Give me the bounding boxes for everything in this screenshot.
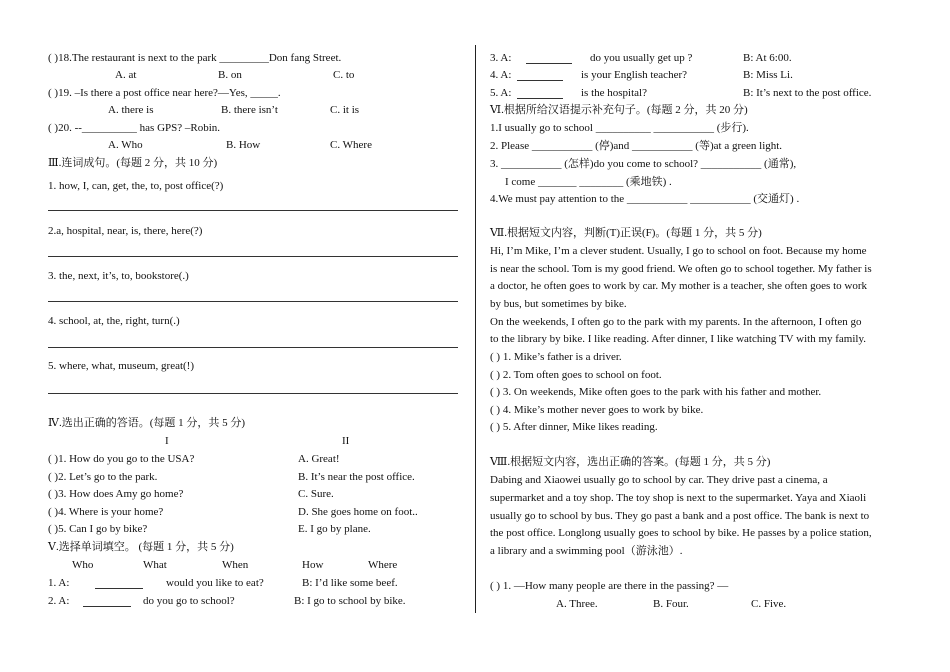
q20-option-b: B. How — [226, 139, 261, 151]
passage-1-line-6: to the library by bike. I like reading. After dinner, I like watching TV with my family. — [490, 333, 867, 345]
q18-option-c: C. to — [333, 69, 355, 81]
match-item-2: ( )2. Let’s go to the park. — [48, 471, 158, 483]
choice-1-option-c: C. Five. — [751, 598, 787, 610]
answer-line-3-3[interactable] — [48, 301, 458, 302]
q18-option-a: A. at — [115, 69, 137, 81]
q18-option-b: B. on — [218, 69, 242, 81]
q20-option-a: A. Who — [108, 139, 143, 151]
answer-line-3-4[interactable] — [48, 347, 458, 348]
passage-1-line-3: a doctor, he often goes to work by car. My mother is a teacher, she often goes to work — [490, 280, 867, 292]
q19-option-a: A. there is — [108, 104, 154, 116]
q20-option-c: C. Where — [330, 139, 372, 151]
passage-1-line-4: by bus, but sometimes by bike. — [490, 298, 627, 310]
word-how: How — [302, 559, 324, 571]
section-7-title: Ⅶ.根据短文内容，判断(T)正误(F)。(每题 1 分，共 5 分) — [490, 227, 762, 239]
sentence-3-5-words: 5. where, what, museum, great(!) — [48, 360, 195, 372]
sentence-3-4-words: 4. school, at, the, right, turn(.) — [48, 315, 180, 327]
choice-1-option-b: B. Four. — [653, 598, 689, 610]
fill-5-1-reply: B: I’d like some beef. — [302, 577, 398, 589]
true-false-4: ( ) 4. Mike’s mother never goes to work by bike. — [490, 404, 704, 416]
fill-5-4-blank[interactable] — [517, 80, 563, 81]
sentence-3-2-words: 2.a, hospital, near, is, there, here(?) — [48, 225, 203, 237]
match-answer-a: A. Great! — [298, 453, 340, 465]
passage-2-line-2: supermarket and a toy shop. The toy shop is next to the supermarket. Yaya and Xiaoli — [490, 492, 867, 504]
section-6-title: Ⅵ.根据所给汉语提示补充句子。(每题 2 分，共 20 分) — [490, 104, 748, 116]
true-false-5: ( ) 5. After dinner, Mike likes reading. — [490, 421, 658, 433]
sentence-6-3-continued: I come _______ ________ (乘地铁) . — [505, 176, 672, 188]
sentence-6-3: 3. ___________ (怎样)do you come to school? ___________ (通常), — [490, 158, 797, 170]
fill-5-2-label: 2. A: — [48, 595, 70, 607]
true-false-3: ( ) 3. On weekends, Mike often goes to the park with his father and mother. — [490, 386, 822, 398]
sentence-3-3-words: 3. the, next, it’s, to, bookstore(.) — [48, 270, 189, 282]
column-divider — [475, 45, 476, 613]
true-false-1: ( ) 1. Mike’s father is a driver. — [490, 351, 622, 363]
fill-5-5-reply: B: It’s next to the post office. — [743, 87, 872, 99]
passage-2-line-5: a library and a swimming pool（游泳池）. — [490, 545, 683, 557]
match-item-4: ( )4. Where is your home? — [48, 506, 164, 518]
sentence-6-1: 1.I usually go to school __________ ___________ (步行). — [490, 122, 749, 134]
column-ii-header: II — [342, 435, 350, 447]
fill-5-1-question: would you like to eat? — [166, 577, 264, 589]
fill-5-3-reply: B: At 6:00. — [743, 52, 792, 64]
match-item-5: ( )5. Can I go by bike? — [48, 523, 148, 535]
sentence-3-1-words: 1. how, I, can, get, the, to, post office(?) — [48, 180, 224, 192]
question-19: ( )19. –Is there a post office near here?—Yes, _____. — [48, 87, 281, 99]
fill-5-3-label: 3. A: — [490, 52, 512, 64]
match-answer-e: E. I go by plane. — [298, 523, 371, 535]
fill-5-3-blank[interactable] — [526, 63, 572, 64]
section-5-title: Ⅴ.选择单词填空。 (每题 1 分，共 5 分) — [48, 541, 234, 553]
passage-1-line-1: Hi, I’m Mike, I’m a clever student. Usually, I go to school on foot. Because my home — [490, 245, 867, 257]
passage-1-line-2: is near the school. Tom is my good friend. We often go to school together. My father is — [490, 263, 872, 275]
column-i-header: I — [165, 435, 169, 447]
answer-line-3-2[interactable] — [48, 256, 458, 257]
fill-5-4-reply: B: Miss Li. — [743, 69, 793, 81]
true-false-2: ( ) 2. Tom often goes to school on foot. — [490, 369, 662, 381]
choice-1-option-a: A. Three. — [556, 598, 598, 610]
word-what: What — [143, 559, 167, 571]
fill-5-4-question: is your English teacher? — [581, 69, 687, 81]
passage-1-line-5: On the weekends, I often go to the park with my parents. In the afternoon, I often go — [490, 316, 862, 328]
answer-line-3-5[interactable] — [48, 393, 458, 394]
match-item-3: ( )3. How does Amy go home? — [48, 488, 184, 500]
passage-2-line-4: the post office. Longlong usually goes to school by bike. He passes by a police station, — [490, 527, 872, 539]
question-18: ( )18.The restaurant is next to the park _________Don fang Street. — [48, 52, 342, 64]
passage-2-line-1: Dabing and Xiaowei usually go to school by car. They drive past a cinema, a — [490, 474, 828, 486]
sentence-6-4: 4.We must pay attention to the ___________ ___________ (交通灯) . — [490, 193, 800, 205]
q19-option-b: B. there isn’t — [221, 104, 278, 116]
passage-2-line-3: usually go to school by bus. They go past a bank and a post office. The bank is next to — [490, 510, 870, 522]
section-3-title: Ⅲ.连词成句。(每题 2 分，共 10 分) — [48, 157, 218, 169]
fill-5-4-label: 4. A: — [490, 69, 512, 81]
choice-question-1: ( ) 1. —How many people are there in the passing? — — [490, 580, 729, 592]
fill-5-5-label: 5. A: — [490, 87, 512, 99]
fill-5-2-question: do you go to school? — [143, 595, 235, 607]
match-answer-c: C. Sure. — [298, 488, 334, 500]
section-8-title: Ⅷ.根据短文内容，选出正确的答案。(每题 1 分，共 5 分) — [490, 456, 771, 468]
q19-option-c: C. it is — [330, 104, 360, 116]
fill-5-3-question: do you usually get up ? — [590, 52, 693, 64]
section-4-title: Ⅳ.选出正确的答语。(每题 1 分，共 5 分) — [48, 417, 246, 429]
word-who: Who — [72, 559, 94, 571]
fill-5-2-reply: B: I go to school by bike. — [294, 595, 406, 607]
fill-5-5-blank[interactable] — [517, 98, 563, 99]
word-when: When — [222, 559, 249, 571]
match-item-1: ( )1. How do you go to the USA? — [48, 453, 195, 465]
fill-5-1-label: 1. A: — [48, 577, 70, 589]
fill-5-2-blank[interactable] — [83, 606, 131, 607]
answer-line-3-1[interactable] — [48, 210, 458, 211]
word-where: Where — [368, 559, 398, 571]
fill-5-5-question: is the hospital? — [581, 87, 647, 99]
question-20: ( )20. --__________ has GPS? –Robin. — [48, 122, 221, 134]
fill-5-1-blank[interactable] — [95, 588, 143, 589]
match-answer-b: B. It’s near the post office. — [298, 471, 415, 483]
match-answer-d: D. She goes home on foot.. — [298, 506, 418, 518]
sentence-6-2: 2. Please ___________ (停)and ___________ (等)at a green light. — [490, 140, 783, 152]
